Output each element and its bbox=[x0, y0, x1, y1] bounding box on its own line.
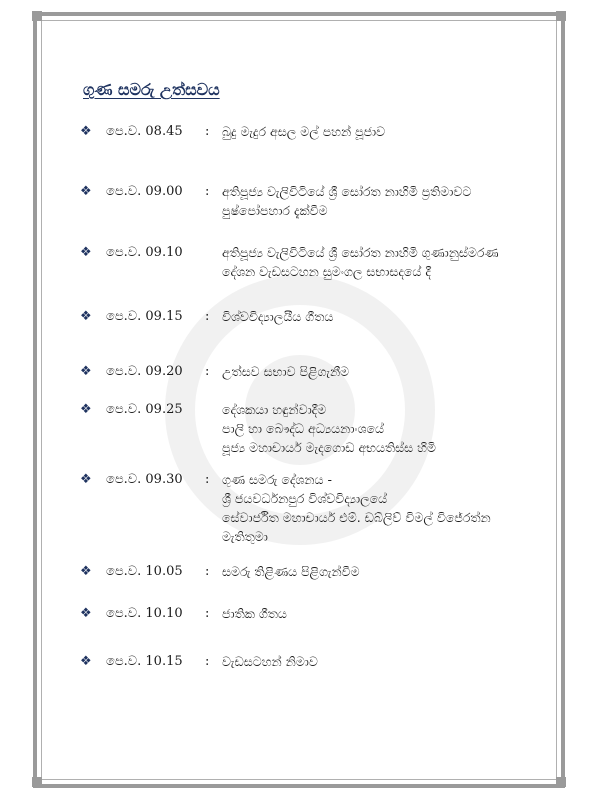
item-description-line: දේශකයා හඳුන්වාදීම bbox=[222, 402, 327, 417]
diamond-bullet-icon: ❖ bbox=[80, 309, 92, 324]
item-colon: : bbox=[205, 472, 210, 487]
item-description-line: උත්සව සභාව පිළිගැනීම bbox=[222, 364, 350, 379]
item-description-line: විශ්වවිද්‍යාලයීය ගීතය bbox=[222, 309, 334, 324]
corner-ornament-icon bbox=[554, 9, 568, 23]
corner-ornament-icon bbox=[554, 775, 568, 789]
item-description-line: පූජ්‍ය මහාචාර්ය මැදගොඩ අභයතිස්ස හිමි bbox=[222, 440, 436, 455]
item-description-line: ජාතික ගීතය bbox=[222, 606, 287, 621]
item-description-line: පුෂ්පෝපහාර දැක්වීම bbox=[222, 203, 328, 218]
item-description-line: බුදු මැදුර අසල මල් පහන් පූජාව bbox=[222, 124, 386, 139]
item-time: පෙ.ව. 09.25 bbox=[106, 402, 183, 417]
item-time: පෙ.ව. 10.05 bbox=[106, 564, 183, 579]
item-time: පෙ.ව. 09.00 bbox=[106, 184, 183, 199]
item-description-line: අතිපූජ්‍ය වැලිවිටියේ ශ්‍රී සෝරත නාහිමි ප්‍රතිමාවට bbox=[222, 184, 472, 199]
item-description bbox=[222, 182, 542, 220]
item-colon: : bbox=[205, 564, 210, 579]
item-time: පෙ.ව. 09.10 bbox=[106, 245, 183, 260]
item-description-line: අතිපූජ්‍ය වැලිවිටියේ ශ්‍රී සෝරත නාහිමි ගුණානුස්මරණ bbox=[222, 245, 499, 260]
item-description-line: වැඩසටහන් නිමාව bbox=[222, 654, 318, 669]
item-description bbox=[222, 400, 542, 457]
item-description-line: දේශන වැඩසටහන සුමංගල සභාසදයේ දී bbox=[222, 264, 431, 279]
item-colon: : bbox=[205, 124, 210, 139]
item-colon: : bbox=[205, 364, 210, 379]
item-description bbox=[222, 562, 542, 581]
item-description bbox=[222, 122, 542, 141]
item-description-line: මැතිතුමා bbox=[222, 529, 268, 544]
item-time: පෙ.ව. 09.15 bbox=[106, 309, 183, 324]
diamond-bullet-icon: ❖ bbox=[80, 564, 92, 579]
page-title: ගුණ සමරු උත්සවය bbox=[83, 80, 220, 99]
item-colon: : bbox=[205, 606, 210, 621]
item-colon: : bbox=[205, 184, 210, 199]
item-time: පෙ.ව. 08.45 bbox=[106, 124, 183, 139]
item-description bbox=[222, 307, 542, 326]
diamond-bullet-icon: ❖ bbox=[80, 124, 92, 139]
item-colon: : bbox=[205, 309, 210, 324]
item-description-line: පාලි හා බෞද්ධ අධ්‍යයනාංශයේ bbox=[222, 421, 385, 436]
diamond-bullet-icon: ❖ bbox=[80, 606, 92, 621]
item-description-line: සමරු තිළිණය පිළිගැන්වීම bbox=[222, 564, 360, 579]
diamond-bullet-icon: ❖ bbox=[80, 245, 92, 260]
diamond-bullet-icon: ❖ bbox=[80, 402, 92, 417]
item-time: පෙ.ව. 10.10 bbox=[106, 606, 183, 621]
diamond-bullet-icon: ❖ bbox=[80, 184, 92, 199]
item-description bbox=[222, 243, 542, 281]
item-description-line: සේවාර්ජිත මහාචාර්ය එම්. ඩබ්ලිව් විමල් විජේරත්න bbox=[222, 510, 491, 525]
diamond-bullet-icon: ❖ bbox=[80, 364, 92, 379]
item-description-line: ගුණ සමරු දේශනය - bbox=[222, 472, 332, 487]
item-colon: : bbox=[205, 654, 210, 669]
diamond-bullet-icon: ❖ bbox=[80, 654, 92, 669]
corner-ornament-icon bbox=[30, 775, 44, 789]
item-description bbox=[222, 604, 542, 623]
item-description bbox=[222, 470, 542, 546]
item-description-line: ශ්‍රී ජයවර්ධනපුර විශ්වවිද්‍යාලයේ bbox=[222, 491, 388, 506]
item-time: පෙ.ව. 09.30 bbox=[106, 472, 183, 487]
corner-ornament-icon bbox=[30, 9, 44, 23]
diamond-bullet-icon: ❖ bbox=[80, 472, 92, 487]
item-time: පෙ.ව. 10.15 bbox=[106, 654, 183, 669]
item-time: පෙ.ව. 09.20 bbox=[106, 364, 183, 379]
item-description bbox=[222, 362, 542, 381]
item-description bbox=[222, 652, 542, 671]
